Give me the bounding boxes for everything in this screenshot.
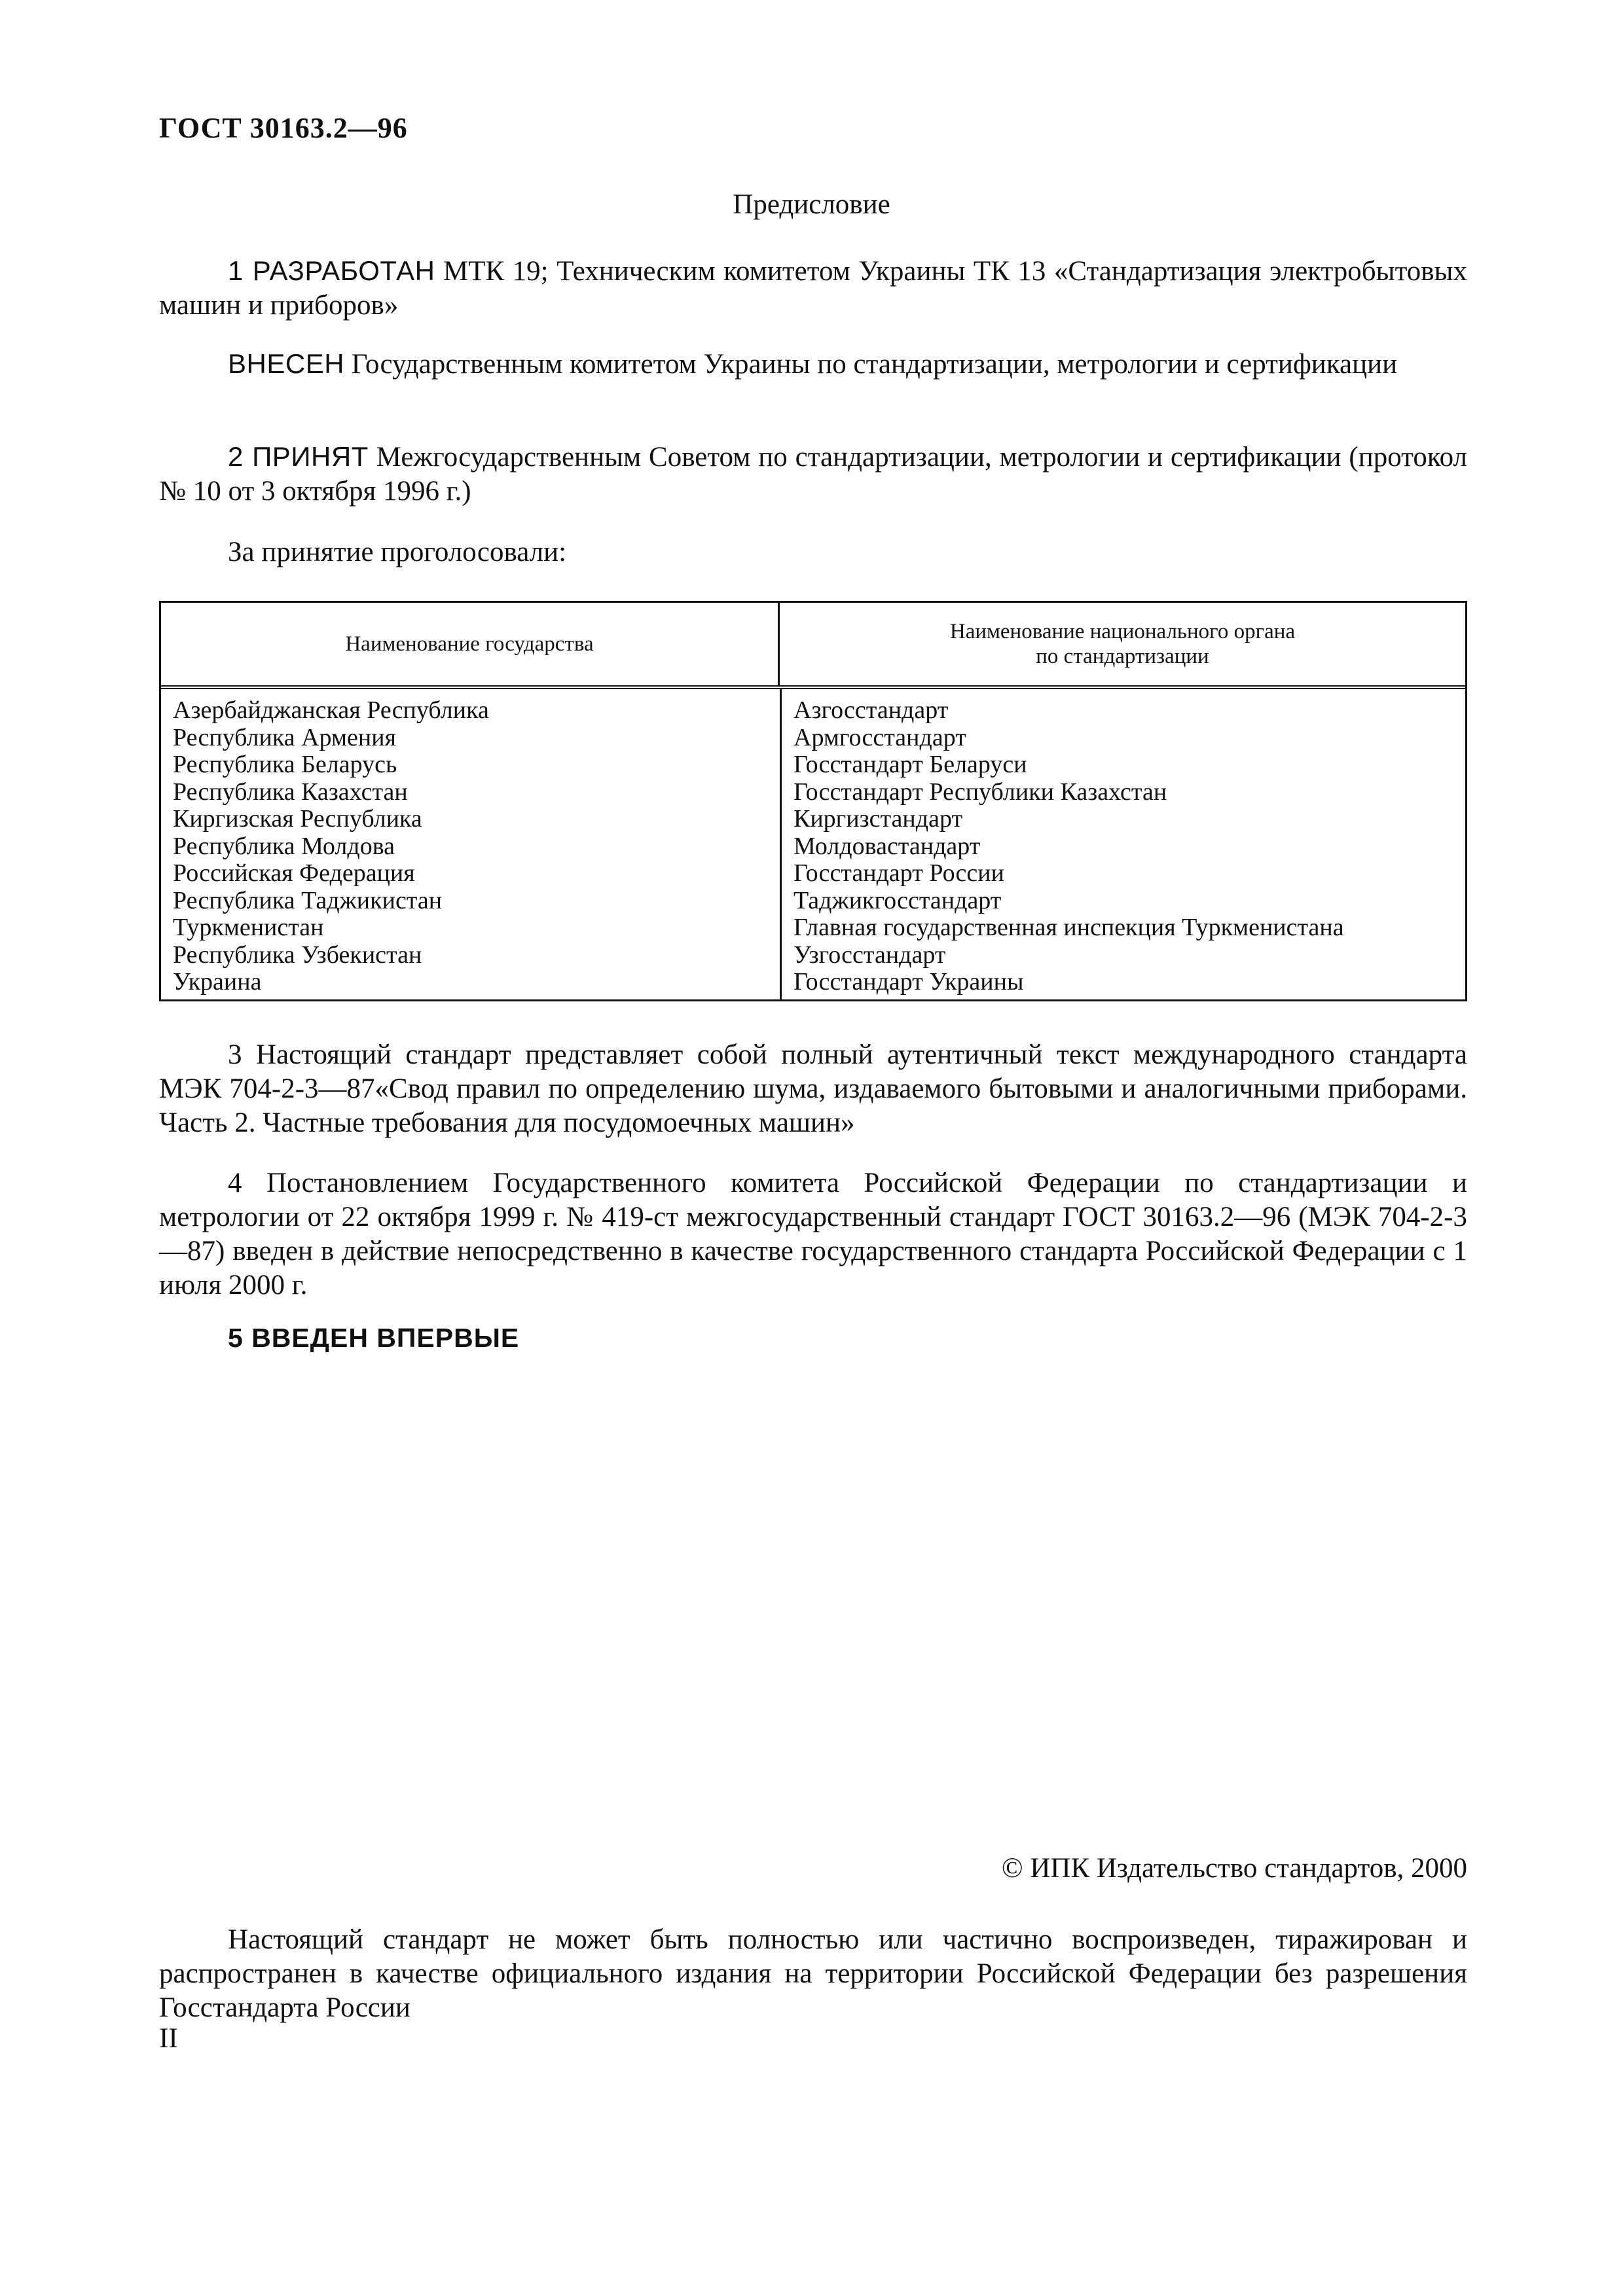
page-title: Предисловие bbox=[733, 189, 890, 220]
paragraph-adopted bbox=[159, 440, 1467, 509]
national-body-cell: Госстандарт России bbox=[793, 859, 1004, 887]
paragraph-adopted-lead: 2 ПРИНЯТ bbox=[228, 441, 369, 472]
state-cell: Республика Таджикистан bbox=[173, 886, 443, 914]
paragraph-submitted-text: Государственным комитетом Украины по стандартизации, метрологии и сертификации bbox=[344, 349, 1398, 380]
paragraph-submitted bbox=[159, 347, 1467, 382]
paragraph-developed-text: МТК 19; Техническим комитетом Украины ТК 13 «Стандартизация электробытовых машин и приборов» bbox=[159, 256, 1467, 321]
national-body-cell: Таджикгосстандарт bbox=[793, 886, 1002, 914]
national-body-cell: Молдовастандарт bbox=[793, 832, 981, 860]
standard-code-header: ГОСТ 30163.2—96 bbox=[159, 112, 408, 144]
national-body-cell: Госстандарт Беларуси bbox=[793, 751, 1027, 778]
column-header-national-body bbox=[780, 603, 1465, 685]
state-cell: Российская Федерация bbox=[173, 859, 415, 887]
national-body-cell: Госстандарт Республики Казахстан bbox=[793, 778, 1167, 806]
national-body-cell: Киргизстандарт bbox=[793, 805, 963, 833]
table-row bbox=[161, 860, 1465, 888]
vote-intro: За принятие проголосовали: bbox=[228, 537, 567, 567]
voting-table-body bbox=[161, 697, 1465, 996]
column-header-national-body-line2: по стандартизации bbox=[1036, 645, 1209, 668]
page-number: II bbox=[159, 2023, 178, 2054]
paragraph-authentic-text: 3 Настоящий стандарт представляет собой полный аутентичный текст международного стандарта МЭК 704-2-3—87«Свод правил по определению шума, издаваемого бытовыми и аналогичными приборами. Часть 2. Частные требования для посудомоечных машин» bbox=[159, 1039, 1467, 1138]
voting-table bbox=[159, 601, 1467, 1001]
table-row bbox=[161, 833, 1465, 861]
paragraph-developed-lead: 1 РАЗРАБОТАН bbox=[228, 255, 435, 286]
table-row bbox=[161, 969, 1465, 996]
state-cell: Республика Молдова bbox=[173, 832, 395, 860]
state-cell: Туркменистан bbox=[173, 914, 324, 941]
table-row bbox=[161, 751, 1465, 779]
national-body-cell: Госстандарт Украины bbox=[793, 968, 1024, 996]
table-row bbox=[161, 806, 1465, 833]
voting-table-header bbox=[161, 603, 1465, 689]
state-cell: Республика Казахстан bbox=[173, 778, 408, 806]
state-cell: Республика Беларусь bbox=[173, 751, 397, 778]
paragraph-developed bbox=[159, 254, 1467, 323]
reproduction-notice: Настоящий стандарт не может быть полностью или частично воспроизведен, тиражирован и распространен в качестве официального издания на территории Российской Федерации без разрешения Госстандарта России bbox=[159, 1924, 1467, 2023]
paragraph-submitted-lead: ВНЕСЕН bbox=[228, 348, 345, 379]
table-row bbox=[161, 888, 1465, 915]
paragraph-first-introduced-text: 5 ВВЕДЕН ВПЕРВЫЕ bbox=[228, 1323, 520, 1353]
state-cell: Республика Узбекистан bbox=[173, 941, 422, 969]
state-cell: Киргизская Республика bbox=[173, 805, 422, 833]
table-row bbox=[161, 914, 1465, 942]
table-row bbox=[161, 697, 1465, 725]
table-row bbox=[161, 725, 1465, 752]
column-header-state: Наименование государства bbox=[161, 603, 780, 685]
paragraph-adopted-text: Межгосударственным Советом по стандартизации, метрологии и сертификации (протокол № 10 от 3 октября 1996 г.) bbox=[159, 442, 1467, 507]
national-body-cell: Узгосстандарт bbox=[793, 941, 946, 969]
table-row bbox=[161, 779, 1465, 806]
national-body-cell: Азгосстандарт bbox=[793, 696, 949, 724]
state-cell: Украина bbox=[173, 968, 262, 996]
table-row bbox=[161, 942, 1465, 969]
state-cell: Республика Армения bbox=[173, 723, 397, 751]
national-body-cell: Армгосстандарт bbox=[793, 723, 966, 751]
paragraph-enactment: 4 Постановлением Государственного комитета Российской Федерации по стандартизации и метрологии от 22 октября 1999 г. № 419-ст межгосударственный стандарт ГОСТ 30163.2—96 (МЭК 704-2-3—87) введен в действие непосредственно в качестве государственного стандарта Российской Федерации с 1 июля 2000 г. bbox=[159, 1168, 1467, 1300]
copyright-notice: © ИПК Издательство стандартов, 2000 bbox=[1001, 1853, 1467, 1884]
paragraph-first-introduced bbox=[159, 1321, 1467, 1355]
column-header-national-body-line1: Наименование национального органа bbox=[949, 620, 1296, 643]
national-body-cell: Главная государственная инспекция Туркменистана bbox=[793, 914, 1344, 941]
state-cell: Азербайджанская Республика bbox=[173, 696, 489, 724]
